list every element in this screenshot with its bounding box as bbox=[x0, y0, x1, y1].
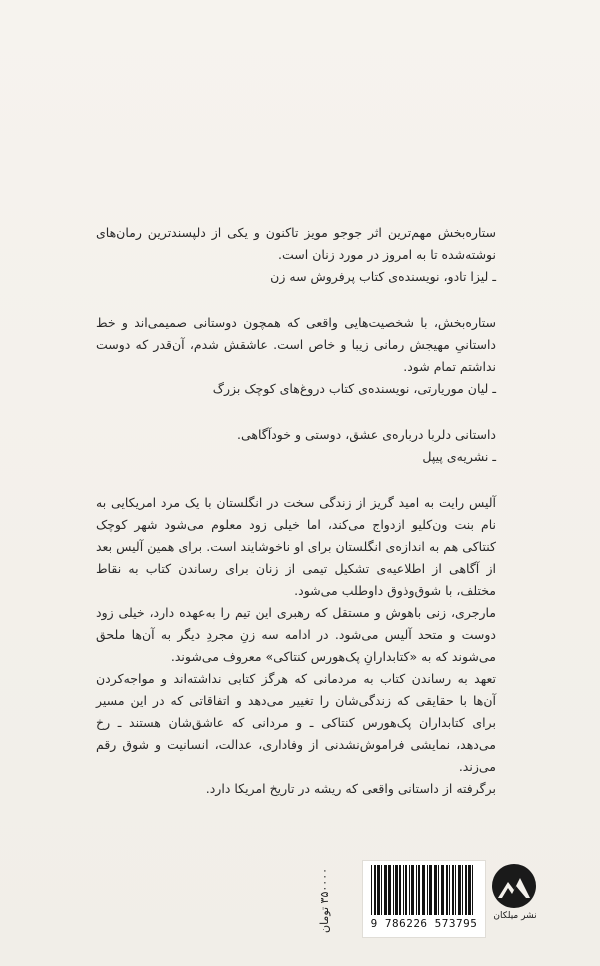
synopsis-paragraph: تعهد به رساندن کتاب به مردمانی که هرگز کتابی نداشته‌اند و مواجه‌کردن آن‌ها با حقایقی که زندگی‌شان را تغییر می‌دهد و اتفاقاتی که در این مسیر برای کتابداران پک‌هورس کنتاکی ـ و مردانی که عاشق‌شان هستند ـ رخ می‌دهد، نمایشی فراموش‌نشدنی از وفاداری، عدالت، انسانیت و شوق رقم می‌زند. bbox=[96, 671, 496, 774]
synopsis bbox=[96, 492, 496, 800]
barcode-bar bbox=[452, 865, 454, 915]
barcode-bar bbox=[399, 865, 401, 915]
barcode-bar bbox=[388, 865, 391, 915]
blurb-2 bbox=[96, 312, 496, 400]
blurb-source: ـ لیان موریارتی، نویسنده‌ی کتاب دروغ‌های کوچک بزرگ bbox=[212, 381, 496, 396]
barcode-bar bbox=[465, 865, 467, 915]
barcode-bar bbox=[371, 865, 372, 915]
publisher-name: نشر میلکان bbox=[493, 911, 537, 921]
barcode-bar bbox=[381, 865, 382, 915]
barcode-bar bbox=[405, 865, 407, 915]
barcode-bar bbox=[418, 865, 420, 915]
barcode-bar bbox=[458, 865, 461, 915]
barcode-bar bbox=[441, 865, 444, 915]
barcode-bar bbox=[472, 865, 473, 915]
barcode-bar bbox=[427, 865, 428, 915]
barcode-bar bbox=[403, 865, 404, 915]
barcode-bar bbox=[422, 865, 425, 915]
blurb-quote: ستاره‌بخش، با شخصیت‌هایی واقعی که همچون دوستانی صمیمی‌اند و خط داستانیِ مهیجش رمانی زیبا و خاص است. عاشقش شدم، آن‌قدر که دوست نداشتم تمام شود. bbox=[96, 315, 496, 374]
barcode-bar bbox=[449, 865, 450, 915]
blurb-source: ـ لیزا تادو، نویسنده‌ی کتاب پرفروش سه زن bbox=[270, 269, 496, 284]
blurb-1 bbox=[96, 222, 496, 288]
blurb-source: ـ نشریه‌ی پیپل bbox=[422, 449, 496, 464]
blurb-quote: ستاره‌بخش مهم‌ترین اثر جوجو مویز تاکنون و یکی از دلپسندترین رمان‌های نوشته‌شده تا به امروز در مورد زنان است. bbox=[96, 225, 496, 262]
text-column bbox=[96, 222, 496, 800]
barcode-bar bbox=[438, 865, 439, 915]
publisher-logo bbox=[492, 864, 538, 926]
synopsis-paragraph: آلیس رایت به امید گریز از زندگی سخت در انگلستان با یک مرد امریکایی به نام بنت ون‌کلیو ازدواج می‌کند، اما خیلی زود معلوم می‌شود شهر کوچک کنتاکی هم به اندازه‌ی انگلستان برای او ناخوشایند است. برای همین آلیس بعد از آگاهی از اطلاعیه‌ی تشکیل تیمی از زنان برای رساندن کتاب به نقاط مختلف، با شوق‌وذوق داوطلب می‌شود. bbox=[96, 495, 496, 598]
barcode-bar bbox=[434, 865, 437, 915]
isbn-number: 9 786226 573795 bbox=[370, 917, 478, 930]
barcode-bars-icon bbox=[369, 865, 479, 917]
barcode-bar bbox=[468, 865, 471, 915]
mountains-logo-icon bbox=[492, 864, 536, 908]
barcode-bar bbox=[416, 865, 417, 915]
synopsis-paragraph: مارجری، زنی باهوش و مستقل که رهبری این تیم را به‌عهده دارد، خیلی زود دوست و متحد آلیس می‌شود. در ادامه سه زنِ مجردِ دیگر به آن‌ها ملحق می‌شوند که به «کتابدارانِ پک‌هورس کنتاکی» معروف می‌شوند. bbox=[96, 605, 496, 664]
barcode-bar bbox=[409, 865, 410, 915]
barcode-bar bbox=[411, 865, 414, 915]
isbn-barcode bbox=[362, 860, 486, 938]
bottom-strip bbox=[0, 850, 600, 966]
barcode-bar bbox=[429, 865, 432, 915]
barcode-bar bbox=[462, 865, 463, 915]
price-label: ۳۵۰۰۰۰ تومان bbox=[318, 867, 331, 933]
barcode-bar bbox=[446, 865, 448, 915]
barcode-bar bbox=[395, 865, 398, 915]
synopsis-paragraph: برگرفته از داستانی واقعی که ریشه در تاریخ امریکا دارد. bbox=[205, 781, 496, 796]
blurb-3 bbox=[96, 424, 496, 468]
barcode-bar bbox=[384, 865, 387, 915]
barcode-bar bbox=[374, 865, 376, 915]
barcode-bar bbox=[455, 865, 456, 915]
blurb-quote: داستانی دلربا درباره‌ی عشق، دوستی و خودآگاهی. bbox=[237, 427, 496, 442]
barcode-bar bbox=[393, 865, 394, 915]
barcode-bar bbox=[377, 865, 380, 915]
